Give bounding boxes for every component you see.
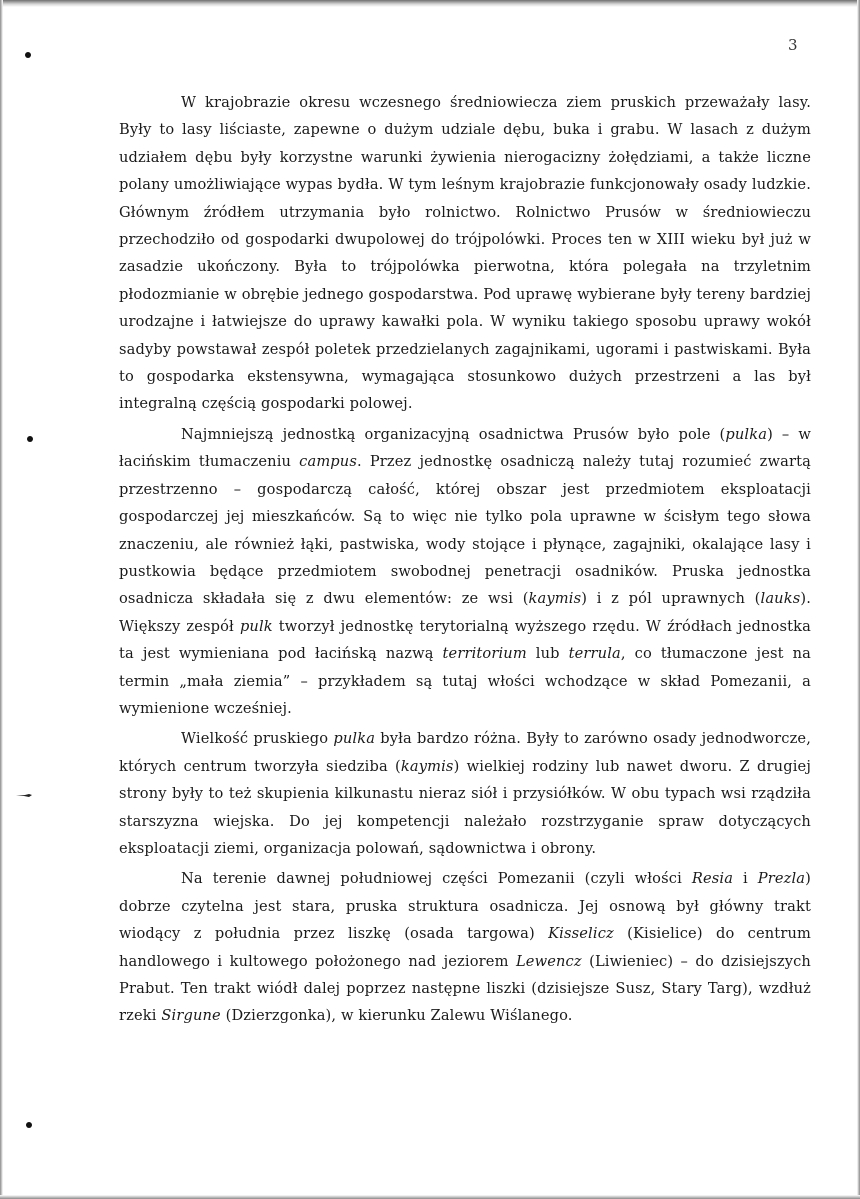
paragraph <box>119 865 811 1029</box>
text-run: i <box>733 870 758 888</box>
italic-term: Sirgune <box>161 1007 221 1025</box>
text-run: Wielkość pruskiego <box>181 730 334 748</box>
paragraph <box>119 89 811 418</box>
paragraph <box>119 421 811 722</box>
italic-term: territorium <box>442 645 527 663</box>
text-run: (Dzierzgonka), w kierunku Zalewu Wiślanego. <box>220 1007 573 1025</box>
italic-term: campus <box>299 453 357 471</box>
text-run: była bardzo różna. Były to zarówno osady jednodworcze, których centrum tworzyła siedziba ( <box>119 730 811 775</box>
text-run: (Liwieniec) – do dzisiejszych Prabut. Ten trakt wiódł dalej poprzez następne liszki (dzisiejsze Susz, Stary Targ), wzdłuż rzeki <box>119 952 811 1025</box>
italic-term: Prezla <box>757 870 806 888</box>
text-run: ) i z pól uprawnych ( <box>581 590 761 608</box>
text-run: ) dobrze czytelna jest stara, pruska struktura osadnicza. Jej osnową był główny trakt wiodący z południa przez liszkę (osada targowa) <box>119 870 811 943</box>
italic-term: lauks <box>760 590 801 608</box>
paragraph <box>119 725 811 862</box>
italic-term: kaymis <box>528 590 582 608</box>
text-run: . Przez jednostkę osadniczą należy tutaj rozumieć zwartą przestrzenno – gospodarczą całość, której obszar jest przedmiotem eksploatacji gospodarczej jej mieszkańców. Są to więc nie tylko pola uprawne w ścisłym tego słowa znaczeniu, ale również łąki, pastwiska, wody stojące i płynące, zagajniki, okalające lasy i pustkowia będące przedmiotem swobodnej penetracji osadników. Pruska jednostka osadnicza składała się z dwu elementów: ze wsi ( <box>119 453 811 608</box>
italic-term: pulk <box>239 617 273 635</box>
scan-edge-bottom <box>0 1195 860 1199</box>
binder-mark <box>16 793 32 798</box>
italic-term: Resia <box>691 870 734 888</box>
text-run: ). Większy zespół <box>119 590 811 635</box>
punch-hole-mark <box>25 52 31 58</box>
text-run: , co tłumaczone jest na termin „mała ziemia” – przykładem są tutaj włości wchodzące w skład Pomezanii, a wymienione wcześniej. <box>119 645 812 717</box>
scan-edge-top <box>0 0 860 7</box>
text-run: lub <box>526 645 569 663</box>
scan-edge-left <box>0 0 3 1199</box>
italic-term: kaymis <box>400 757 454 775</box>
italic-term: terrula <box>568 645 621 663</box>
text-run: ) – w łacińskim tłumaczeniu <box>119 425 811 471</box>
punch-hole-mark <box>27 436 33 442</box>
italic-term: Lewencz <box>515 952 582 970</box>
text-run: Najmniejszą jednostką organizacyjną osadnictwa Prusów było pole ( <box>181 425 726 443</box>
body-text <box>119 89 811 1030</box>
text-run: ) wielkiej rodziny lub nawet dworu. Z drugiej strony były to też skupienia kilkunastu nieraz siół i przysiółków. W obu typach wsi rządziła starszyzna wiejska. Do jej kompetencji należało rozstrzyganie spraw dotyczących eksploatacji ziemi, organizacja polowań, sądownictwa i obrony. <box>119 757 811 857</box>
text-run: Na terenie dawnej południowej części Pomezanii (czyli włości <box>181 870 692 888</box>
text-run: tworzył jednostkę terytorialną wyższego rzędu. W źródłach jednostka ta jest wymieniana pod łacińską nazwą <box>119 617 811 663</box>
punch-hole-mark <box>26 1122 32 1128</box>
italic-term: pulka <box>333 730 376 748</box>
text-run: W krajobrazie okresu wczesnego średniowiecza ziem pruskich przeważały lasy. Były to lasy liściaste, zapewne o dużym udziale dębu, buka i grabu. W lasach z dużym udziałem dębu były korzystne warunki żywienia nierogacizny żołędziami, a także liczne polany umożliwiające wypas bydła. W tym leśnym krajobrazie funkcjonowały osady ludzkie. Głównym źródłem utrzymania było rolnictwo. Rolnictwo Prusów w średniowieczu przechodziło od gospodarki dwupolowej do trójpolówki. Proces ten w XIII wieku był już w zasadzie ukończony. Była to trójpolówka pierwotna, która polegała na trzyletnim płodozmianie w obrębie jednego gospodarstwa. Pod uprawę wybierane były tereny bardziej urodzajne i łatwiejsze do uprawy kawałki pola. W wyniku takiego sposobu uprawy wokół sadyby powstawał zespół poletek przedzielanych zagajnikami, ugorami i pastwiskami. Była to gospodarka ekstensywna, wymagająca stosunkowo dużych przestrzeni a las był integralną częścią gospodarki polowej. <box>119 94 811 413</box>
page-number: 3 <box>788 36 798 54</box>
text-run: (Kisielice) do centrum handlowego i kultowego położonego nad jeziorem <box>119 925 811 970</box>
italic-term: pulka <box>725 425 768 443</box>
italic-term: Kisselicz <box>548 925 614 943</box>
